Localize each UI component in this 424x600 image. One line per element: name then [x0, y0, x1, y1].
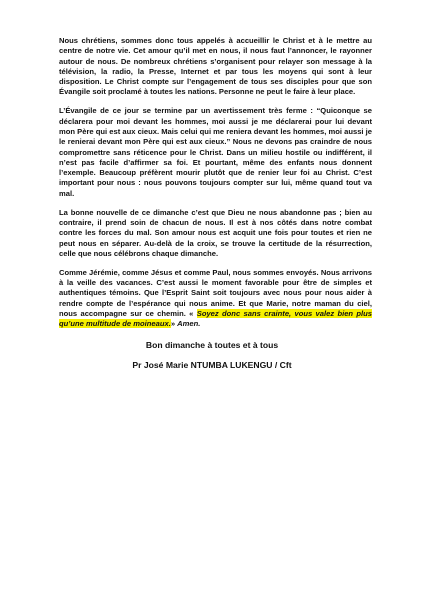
paragraph-good-news: La bonne nouvelle de ce dimanche c’est que Dieu ne nous abandonne pas ; bien au contraire, il prend soin de chacun de nous. Il est à nos côtés dans notre combat contre les forces du mal. Son amour nous est acquit une fois pour toutes et rien ne peut nous en séparer. Au-delà de la croix, se trouve la certitude de la résurrection, celle que nous célébrons chaque dimanche.: [59, 207, 372, 258]
amen-text: Amen.: [177, 319, 201, 329]
paragraph-gospel-warning: L’Évangile de ce jour se termine par un avertissement très ferme : “Quiconque se déclarera pour moi devant les hommes, moi aussi je me déclarerai pour lui devant mon Père qui est aux cieux. Mais celui qui me reniera devant les hommes, moi aussi je le renierai devant mon Père qui est aux cieux.” Nous ne devons pas craindre de nous compromettre sans réticence pour le Christ. Dans un milieu hostile ou indifférent, il n’est pas facile d’affirmer sa foi. Et pourtant, même des enfants nous donnent l’exemple. Beaucoup préfèrent mourir plutôt que de renier leur foi au Christ. C’est important pour nous : nous pouvons toujours compter sur lui, même quand tout va mal.: [59, 106, 372, 198]
signoff-greeting: Bon dimanche à toutes et à tous: [145, 340, 279, 350]
signoff-author: Pr José Marie NTUMBA LUKENGU / Cft: [132, 360, 292, 370]
paragraph-sent-text: Comme Jérémie, comme Jésus et comme Paul, nous sommes envoyés. Nous arrivons à la veille des vacances. C’est aussi le moment favorable pour être de simples et authentiques témoins. Que l’Esprit Saint soit toujours avec nous pour nous aider à rendre compte de l’espérance qui nous anime. Et que Marie, notre maman du ciel, nous accompagne sur ce chemin. «: [59, 267, 372, 318]
paragraph-christians-called: Nous chrétiens, sommes donc tous appelés à accueillir le Christ et à le mettre au centre de notre vie. Cet amour qu’il met en nous, il nous faut l’annoncer, le rayonner autour de nous. De nombreux chrétiens s’organisent pour relayer son message à la télévision, la radio, la Presse, Internet et par tous les moyens qui sont à leur disposition. Le Christ compte sur l’engagement de tous ses disciples pour que son Évangile soit proclamé à toutes les nations. Personne ne peut le faire à leur place.: [59, 36, 372, 97]
paragraph-sent-witnesses: [59, 268, 372, 330]
quote-close: »: [170, 319, 178, 329]
highlighted-quote: Soyez donc sans crainte, vous valez bien plus qu’une multitude de moineaux.: [59, 308, 373, 329]
document-body: [59, 36, 372, 338]
